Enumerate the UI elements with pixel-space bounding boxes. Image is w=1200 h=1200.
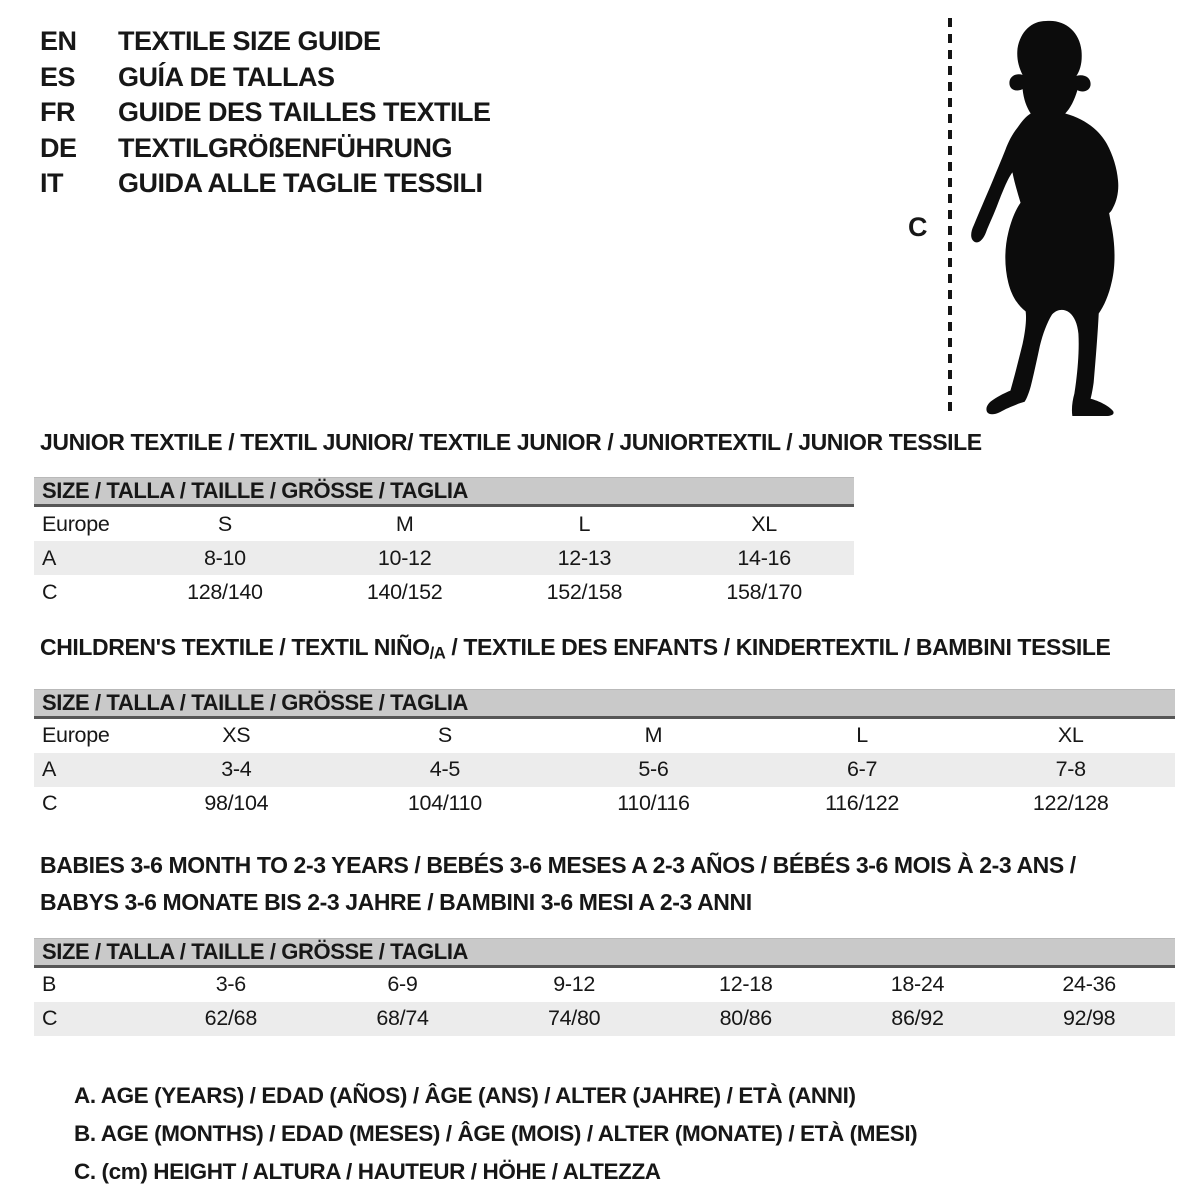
babies-heading — [40, 847, 1175, 921]
size-value: M — [644, 723, 663, 748]
size-value: L — [578, 511, 591, 536]
babies-heading-line1: BABIES 3-6 MONTH TO 2-3 YEARS / BEBÉS 3-6 MESES A 2-3 AÑOS / BÉBÉS 3-6 MOIS À 2-3 ANS / — [40, 851, 1076, 878]
row-label: B — [42, 972, 57, 997]
size-value: S — [437, 723, 452, 748]
toddler-silhouette-icon — [966, 18, 1134, 416]
language-row-en — [40, 24, 491, 60]
section-children-textile — [34, 635, 1175, 821]
section-junior-textile — [34, 430, 1175, 609]
language-code: IT — [40, 168, 63, 199]
children-size-header-bar: SIZE / TALLA / TAILLE / GRÖSSE / TAGLIA — [34, 689, 1175, 719]
legend — [74, 1077, 1175, 1191]
size-value: XL — [751, 511, 777, 536]
measure-label-c: C — [908, 212, 928, 242]
size-value: 5-6 — [638, 757, 669, 782]
size-value: 4-5 — [429, 757, 460, 782]
language-list — [40, 24, 491, 202]
size-value: 62/68 — [204, 1006, 257, 1031]
size-value: 152/158 — [546, 579, 623, 604]
children-heading-prefix: CHILDREN'S TEXTILE / TEXTIL NIÑO — [40, 634, 430, 660]
language-code: ES — [40, 61, 76, 92]
size-value: S — [217, 511, 232, 536]
row-label: A — [42, 545, 57, 570]
language-code: FR — [40, 97, 75, 128]
language-row-it — [40, 166, 491, 202]
junior-size-table — [34, 507, 854, 609]
table-row-europe — [34, 719, 1175, 753]
babies-heading-line2: BABYS 3-6 MONATE BIS 2-3 JAHRE / BAMBINI 3-6 MESI A 2-3 ANNI — [40, 888, 752, 915]
legend-line-c: C. (cm) HEIGHT / ALTURA / HAUTEUR / HÖHE / ALTEZZA — [74, 1158, 661, 1184]
children-size-table — [34, 719, 1175, 821]
size-value: 98/104 — [204, 791, 269, 816]
height-measure-dashed-line — [948, 18, 952, 416]
size-value: 10-12 — [377, 545, 432, 570]
table-row-europe — [34, 507, 854, 541]
size-value: 9-12 — [553, 972, 596, 997]
size-value: 116/122 — [825, 791, 900, 816]
language-row-es — [40, 60, 491, 96]
header — [0, 0, 1200, 430]
size-value: 122/128 — [1032, 791, 1109, 816]
legend-line-a: A. AGE (YEARS) / EDAD (AÑOS) / ÂGE (ANS) / ALTER (JAHRE) / ETÀ (ANNI) — [74, 1082, 856, 1108]
row-label: Europe — [42, 511, 110, 536]
children-heading-subscript: /A — [429, 643, 446, 663]
size-value: 24-36 — [1062, 972, 1116, 997]
size-value: 8-10 — [203, 545, 246, 570]
size-value: 6-7 — [846, 757, 878, 782]
size-value: 12-18 — [719, 972, 773, 997]
babies-size-header-bar: SIZE / TALLA / TAILLE / GRÖSSE / TAGLIA — [34, 938, 1175, 968]
size-value: 3-4 — [221, 757, 252, 782]
tables-area — [34, 430, 1175, 1191]
children-heading — [40, 635, 1175, 666]
junior-heading: JUNIOR TEXTILE / TEXTIL JUNIOR/ TEXTILE JUNIOR / JUNIORTEXTIL / JUNIOR TESSILE — [40, 429, 982, 455]
language-title: TEXTILE SIZE GUIDE — [118, 26, 381, 57]
size-value: 14-16 — [737, 545, 791, 570]
language-title: GUIDE DES TAILLES TEXTILE — [118, 97, 491, 128]
size-value: XL — [1057, 723, 1084, 748]
size-value: 128/140 — [187, 579, 263, 604]
language-title: GUIDA ALLE TAGLIE TESSILI — [118, 168, 483, 199]
table-row-age — [34, 541, 854, 575]
language-code: DE — [40, 132, 77, 163]
legend-line-b: B. AGE (MONTHS) / EDAD (MESES) / ÂGE (MOIS) / ALTER (MONATE) / ETÀ (MESI) — [74, 1120, 918, 1146]
size-value: 92/98 — [1062, 1006, 1116, 1031]
table-row-height — [34, 1002, 1175, 1036]
size-value: 80/86 — [719, 1006, 772, 1031]
table-row-age — [34, 753, 1175, 787]
row-label: A — [42, 757, 57, 782]
junior-size-header-bar: SIZE / TALLA / TAILLE / GRÖSSE / TAGLIA — [34, 477, 854, 507]
size-value: M — [395, 511, 414, 536]
size-value: 86/92 — [891, 1006, 944, 1031]
size-value: 3-6 — [215, 972, 246, 997]
size-value: 12-13 — [557, 545, 612, 570]
babies-size-table — [34, 968, 1175, 1036]
size-value: 140/152 — [366, 579, 443, 604]
language-title: TEXTILGRÖßENFÜHRUNG — [118, 132, 452, 163]
table-row-height — [34, 787, 1175, 821]
size-value: 110/116 — [617, 791, 690, 816]
row-label: C — [42, 579, 58, 604]
children-heading-suffix: / TEXTILE DES ENFANTS / KINDERTEXTIL / BAMBINI TESSILE — [445, 634, 1111, 660]
size-value: 158/170 — [726, 579, 802, 604]
table-row-age-months — [34, 968, 1175, 1002]
language-row-fr — [40, 95, 491, 131]
row-label: Europe — [42, 723, 110, 748]
size-value: 18-24 — [890, 972, 945, 997]
language-title: GUÍA DE TALLAS — [118, 61, 335, 92]
language-row-de — [40, 131, 491, 167]
language-code: EN — [40, 26, 77, 57]
row-label: C — [42, 1006, 58, 1031]
size-value: 6-9 — [387, 972, 418, 997]
size-value: 68/74 — [376, 1006, 429, 1031]
size-value: L — [856, 723, 868, 748]
size-value: 7-8 — [1055, 757, 1086, 782]
size-value: 104/110 — [407, 791, 482, 816]
table-row-height — [34, 575, 854, 609]
row-label: C — [42, 791, 58, 816]
size-value: XS — [222, 723, 251, 748]
section-babies-textile — [34, 847, 1175, 1036]
size-value: 74/80 — [547, 1006, 601, 1031]
